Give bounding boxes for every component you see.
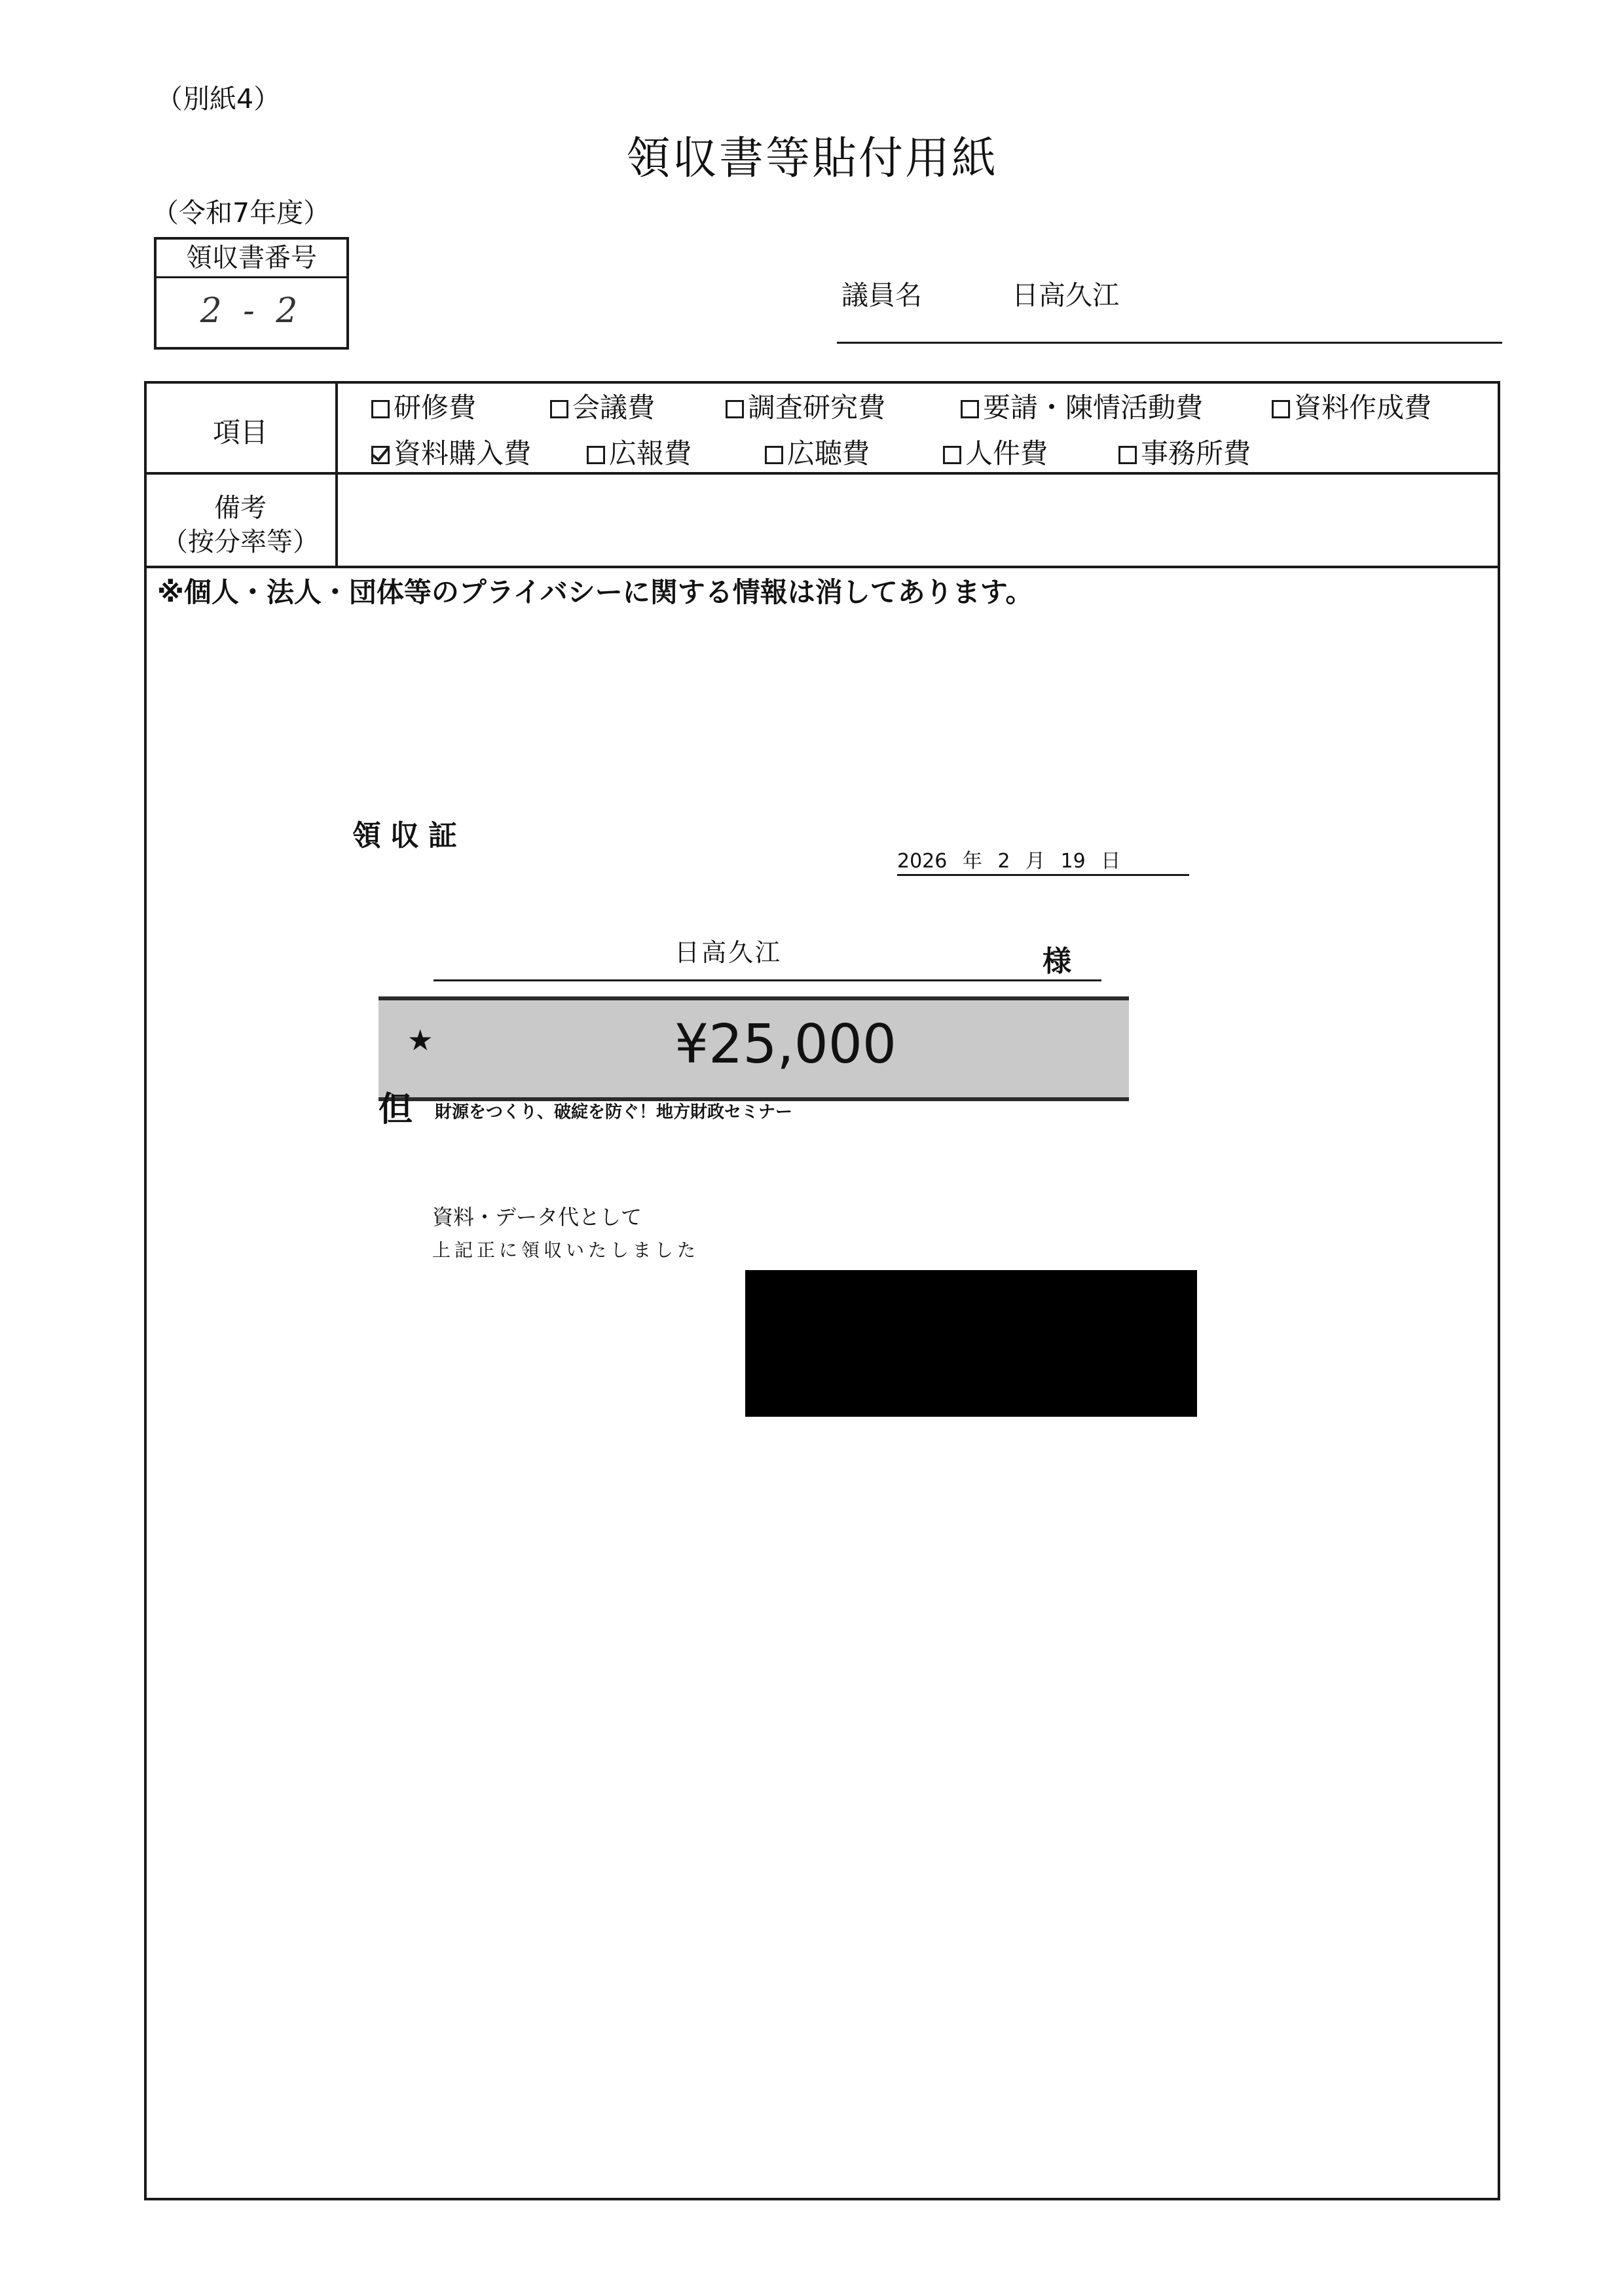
checkbox-icon[interactable] [371, 400, 390, 418]
remarks-label-line1: 備考 [214, 493, 267, 523]
member-name: 日高久江 [1012, 280, 1119, 311]
category-label: 研修費 [394, 392, 477, 424]
proviso-text: 財源をつくり、破綻を防ぐ！地方財政セミナー [435, 1102, 793, 1122]
category-label: 資料購入費 [394, 437, 532, 469]
checkbox-icon[interactable] [1272, 400, 1290, 418]
category-kochohi[interactable] [765, 432, 870, 471]
checkbox-icon[interactable] [943, 446, 961, 464]
category-jimushohi[interactable] [1118, 432, 1251, 471]
category-kenshuhi[interactable] [371, 386, 476, 426]
member-label: 議員名 [841, 280, 922, 311]
category-shiryo-konyuhi[interactable] [371, 432, 531, 471]
star-icon: ★ [407, 1024, 434, 1057]
category-label: 要請・陳情活動費 [983, 392, 1204, 424]
category-label: 広聴費 [787, 437, 870, 469]
remarks-label-line2: （按分率等） [162, 527, 319, 557]
category-label: 調査研究費 [748, 392, 886, 424]
received-note: 上記正に領収いたしました [432, 1239, 700, 1261]
remarks-label [144, 491, 337, 559]
row-divider-1 [144, 472, 1500, 475]
category-label: 会議費 [572, 392, 655, 424]
category-label: 資料作成費 [1294, 392, 1432, 424]
fiscal-year: （令和7年度） [152, 197, 331, 228]
checkbox-icon[interactable] [726, 400, 744, 418]
proviso-label: 但 [378, 1090, 413, 1129]
document-title: 領収書等貼付用紙 [625, 133, 998, 185]
receipt-date: 2026 年 2 月 19 日 [897, 850, 1121, 873]
checkbox-icon[interactable] [1118, 446, 1137, 464]
row-divider-2 [144, 566, 1500, 568]
category-label: 人件費 [965, 437, 1048, 469]
date-underline [897, 874, 1189, 876]
category-yosei-chinjo[interactable] [961, 386, 1203, 426]
category-kaigihi[interactable] [550, 386, 655, 426]
payee-name: 日高久江 [674, 938, 783, 967]
checkbox-icon[interactable] [587, 446, 605, 464]
privacy-note: ※個人・法人・団体等のプライバシーに関する情報は消してあります。 [157, 576, 1033, 608]
purpose-text: 資料・データ代として [432, 1205, 642, 1230]
category-chosa-kenkyuhi[interactable] [726, 386, 885, 426]
checked-checkbox-icon[interactable] [371, 446, 390, 464]
payee-underline [434, 979, 1101, 981]
category-kohohi[interactable] [587, 432, 692, 471]
honorific: 様 [1043, 945, 1071, 978]
redaction-block [745, 1270, 1197, 1417]
receipt-number-box [154, 237, 349, 350]
category-shiryo-sakuseihi[interactable] [1272, 386, 1431, 426]
receipt-title: 領収証 [352, 819, 466, 852]
checkbox-icon[interactable] [961, 400, 979, 418]
member-underline [837, 342, 1502, 344]
annex-label: （別紙4） [156, 83, 281, 115]
receipt-amount: ¥25,000 [674, 1013, 897, 1076]
receipt-number-label: 領収書番号 [157, 240, 346, 278]
category-label: 広報費 [609, 437, 692, 469]
item-label: 項目 [212, 416, 268, 448]
receipt-number-value: 2 - 2 [200, 291, 303, 331]
checkbox-icon[interactable] [765, 446, 783, 464]
category-label: 事務所費 [1141, 437, 1251, 469]
category-jinkenhi[interactable] [943, 432, 1048, 471]
checkbox-icon[interactable] [550, 400, 568, 418]
